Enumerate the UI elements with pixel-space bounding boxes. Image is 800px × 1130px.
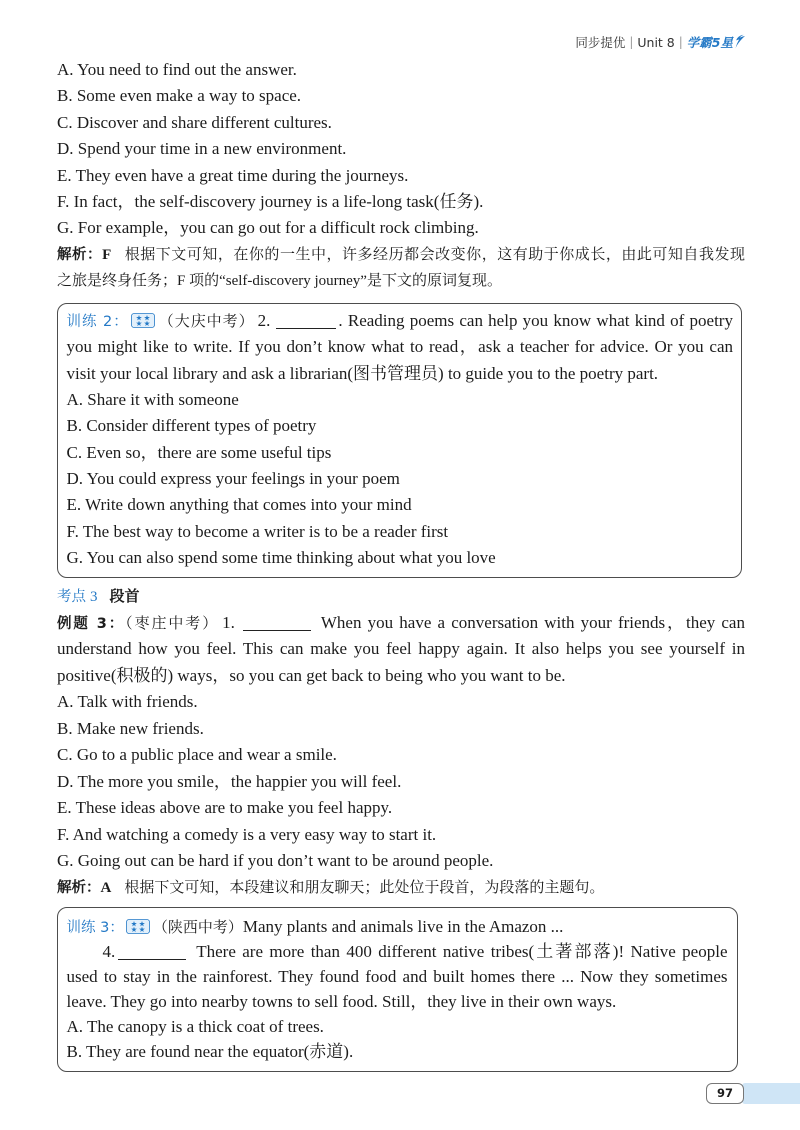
passage-line: understand how you feel. This can make you feel happy again. It also helps you see yourself in: [57, 639, 745, 658]
example-label: 例题 3：: [57, 615, 126, 632]
option-line: A. Share it with someone: [66, 390, 239, 410]
option-line: B. Some even make a way to space.: [57, 86, 302, 106]
option-line: A. The canopy is a thick coat of trees.: [66, 1017, 324, 1037]
question-number: 4.: [102, 941, 116, 961]
option-line: D. The more you smile，the happier you will feel.: [57, 771, 402, 791]
option-line: C. Even so，there are some useful tips: [66, 442, 332, 462]
analysis-answer: A: [100, 879, 112, 896]
brand-name: 学霸5星: [686, 35, 733, 50]
analysis-label: 解析：: [57, 879, 101, 896]
option-line: D. You could express your feelings in your poem: [66, 469, 400, 489]
exam-source: （枣庄中考）: [125, 615, 220, 632]
option-line: E. They even have a great time during the journeys.: [57, 165, 409, 185]
option-line: C. Go to a public place and wear a smile.: [57, 745, 337, 764]
passage-line: you might like to write. If you don’t know what to read，ask a teacher for advice. Or you can: [66, 337, 733, 357]
question-line: [67, 939, 728, 964]
key-point-label: 考点: [57, 589, 86, 605]
option-line: F. The best way to become a writer is to be a reader first: [66, 521, 449, 541]
option-line: F. In fact，the self-discovery journey is a life-long task(任务).: [57, 191, 484, 211]
header-separator: |: [678, 35, 683, 49]
question-intro-line: [67, 914, 728, 939]
passage-line: positive(积极的) ways，so you can get back to being who you want to be.: [57, 665, 566, 685]
page-header: [575, 32, 746, 52]
exam-source: （大庆中考）: [157, 314, 255, 330]
difficulty-stars-icon: [126, 919, 150, 934]
series-name: 同步提优: [575, 35, 626, 50]
options-section: [57, 57, 745, 295]
analysis-line: 之旅是终身任务；F 项的“self-discovery journey”是下文的原词复现。: [57, 273, 502, 290]
header-separator: |: [629, 35, 634, 49]
option-line: A. Talk with friends.: [57, 692, 198, 711]
training-3-box: [57, 907, 738, 1072]
passage-intro: Many plants and animals live in the Amazon ...: [242, 916, 564, 936]
analysis-answer: F: [102, 246, 112, 263]
unit-label: Unit 8: [637, 34, 675, 50]
passage-line: used to stay in the rainforest. They found food and built homes there ... Now they sometimes: [66, 966, 728, 986]
option-line: C. Discover and share different cultures.: [57, 112, 332, 132]
option-line: B. They are found near the equator(赤道).: [66, 1042, 354, 1062]
question-number: 2.: [257, 311, 271, 330]
swoosh-icon: [734, 34, 746, 50]
difficulty-stars-icon: [131, 313, 155, 328]
key-point-title: 段首: [109, 587, 140, 605]
analysis-text: 根据下文可知，在你的一生中，许多经历都会改变你，这有助于你成长，由此可知自我发现: [124, 246, 745, 263]
answer-blank: [243, 616, 311, 631]
training-label: 训练 2：: [66, 314, 129, 330]
option-line: E. Write down anything that comes into your mind: [66, 495, 412, 515]
question-line: [57, 610, 745, 637]
training-2-box: [57, 303, 742, 578]
option-line: B. Make new friends.: [57, 718, 204, 738]
page-edge-tab: [742, 1083, 800, 1104]
option-line: G. Going out can be hard if you don’t want to be around people.: [57, 851, 494, 870]
passage-line: visit your local library and ask a librarian(图书管理员) to guide you to the poetry part.: [66, 363, 659, 383]
question-number: 1.: [222, 612, 235, 632]
option-line: E. These ideas above are to make you feel happy.: [57, 798, 393, 817]
key-point-number: 3: [90, 589, 98, 605]
option-line: B. Consider different types of poetry: [66, 416, 317, 436]
question-text: There are more than 400 different native tribes(土著部落)! Native people: [196, 941, 728, 961]
analysis-line: [57, 875, 745, 902]
passage-line: leave. They go into nearby towns to sell food. Still，they live in their own ways.: [66, 992, 617, 1012]
page-number: 97: [706, 1083, 744, 1104]
option-line: A. You need to find out the answer.: [57, 60, 297, 79]
question-text: When you have a conversation with your friends，they can: [320, 612, 745, 632]
example-section: [57, 583, 745, 901]
answer-blank: [276, 314, 336, 329]
key-point-heading: [57, 583, 745, 610]
option-line: G. For example，you can go out for a difficult rock climbing.: [57, 218, 479, 238]
option-line: D. Spend your time in a new environment.: [57, 139, 347, 159]
question-line: [67, 308, 734, 334]
answer-blank: [118, 945, 186, 960]
option-line: F. And watching a comedy is a very easy way to start it.: [57, 824, 437, 844]
option-line: G. You can also spend some time thinking about what you love: [66, 548, 496, 568]
exam-source: （陕西中考）: [152, 919, 243, 936]
question-text: . Reading poems can help you know what kind of poetry: [338, 311, 733, 330]
analysis-line: [57, 242, 745, 268]
analysis-label: 解析：: [57, 246, 103, 263]
analysis-text: 根据下文可知，本段建议和朋友聊天；此处位于段首，为段落的主题句。: [124, 879, 605, 896]
training-label: 训练 3：: [66, 919, 124, 936]
